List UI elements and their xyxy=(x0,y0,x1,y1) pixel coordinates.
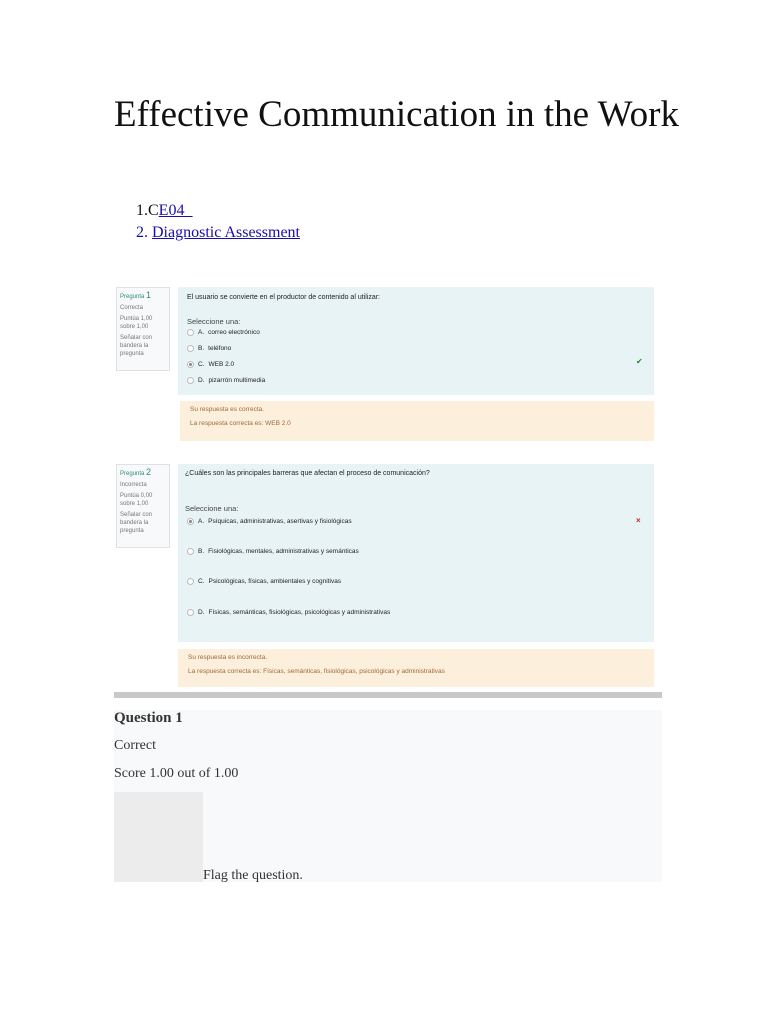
title-word: Effective xyxy=(114,94,249,135)
answer-option-c[interactable] xyxy=(187,578,341,585)
option-letter: B. xyxy=(198,548,205,555)
answer-option-a[interactable] xyxy=(187,518,352,525)
flag-question-link[interactable]: Flag the question. xyxy=(203,868,303,883)
select-label: Seleccione una: xyxy=(187,317,241,326)
question-number: 1 xyxy=(146,290,152,300)
incorrect-x-icon: × xyxy=(636,516,641,525)
nav-item-1-link[interactable]: E04_ xyxy=(158,202,193,219)
feedback-status: Su respuesta es correcta. xyxy=(190,406,265,413)
answer-option-d[interactable] xyxy=(187,609,390,616)
option-text: Psíquicas, administrativas, asertivas y fisiológicas xyxy=(208,518,352,525)
radio-button-selected[interactable] xyxy=(187,518,194,525)
radio-button[interactable] xyxy=(187,345,194,352)
option-text: pizarrón multimedia xyxy=(208,377,266,384)
question-number: 2 xyxy=(146,467,152,477)
feedback-box-1 xyxy=(180,401,654,441)
question-label: Pregunta xyxy=(120,294,145,300)
option-letter: D. xyxy=(198,377,205,384)
title-word: in xyxy=(505,94,535,135)
nav-item-2-link[interactable]: Diagnostic Assessment xyxy=(152,224,300,241)
radio-button[interactable] xyxy=(187,377,194,384)
question-status: Incorrecta xyxy=(120,482,147,488)
answer-option-c[interactable] xyxy=(187,361,234,368)
answer-option-d[interactable] xyxy=(187,377,265,384)
option-text: Fisiológicas, mentales, administrativas y semánticas xyxy=(208,548,359,555)
radio-button-selected[interactable] xyxy=(187,361,194,368)
answer-option-b[interactable] xyxy=(187,548,359,555)
radio-button[interactable] xyxy=(187,578,194,585)
option-letter: C. xyxy=(198,578,205,585)
feedback-answer: La respuesta correcta es: WEB 2.0 xyxy=(190,420,291,427)
title-word: Work xyxy=(597,94,679,135)
feedback-answer: La respuesta correcta es: Físicas, semánticas, fisiológicas, psicológicas y administrativas xyxy=(188,668,445,675)
question-score: Puntúa 0,00 sobre 1,00 xyxy=(120,493,153,507)
flag-image-placeholder xyxy=(114,792,203,882)
question-info-1 xyxy=(116,287,170,371)
document-nav xyxy=(136,200,300,244)
answer-option-b[interactable] xyxy=(187,345,231,352)
option-letter: A. xyxy=(198,329,205,336)
option-text: WEB 2.0 xyxy=(208,361,235,368)
radio-button[interactable] xyxy=(187,329,194,336)
quiz-question-2-screenshot xyxy=(114,460,662,692)
title-word: Communication xyxy=(258,94,497,135)
select-label: Seleccione una: xyxy=(185,504,239,513)
nav-item-1-prefix: 1.C xyxy=(136,202,159,219)
question-score: Puntúa 1,00 sobre 1,00 xyxy=(120,316,153,330)
option-letter: A. xyxy=(198,518,205,525)
nav-item-2 xyxy=(136,222,300,244)
option-letter: B. xyxy=(198,345,205,352)
question-score: Score 1.00 out of 1.00 xyxy=(114,766,239,781)
option-text: Psicológicas, físicas, ambientales y cognitivas xyxy=(208,578,342,585)
question-status: Correcta xyxy=(120,305,144,311)
divider-bar xyxy=(114,692,662,698)
option-text: Físicas, semánticas, fisiológicas, psicológicas y administrativas xyxy=(208,609,391,616)
question-summary xyxy=(114,710,662,882)
quiz-question-1-screenshot xyxy=(114,283,662,453)
answer-option-a[interactable] xyxy=(187,329,260,336)
question-text: ¿Cuáles son las principales barreras que afectan el proceso de comunicación? xyxy=(185,470,430,477)
option-text: correo electrónico xyxy=(208,329,260,336)
question-text: El usuario se convierte en el productor de contenido al utilizar: xyxy=(187,294,380,301)
feedback-status: Su respuesta es incorrecta. xyxy=(188,654,268,661)
nav-item-1 xyxy=(136,200,300,222)
question-status: Correct xyxy=(114,738,156,753)
question-heading: Question 1 xyxy=(114,710,183,726)
option-letter: C. xyxy=(198,361,205,368)
radio-button[interactable] xyxy=(187,609,194,616)
title-word: the xyxy=(543,94,590,135)
question-body-1 xyxy=(178,287,654,395)
feedback-box-2 xyxy=(178,649,654,687)
flag-question-link[interactable]: Señalar con bandera la pregunta xyxy=(120,512,153,534)
option-letter: D. xyxy=(198,609,205,616)
nav-item-2-number: 2. xyxy=(136,224,148,241)
question-label: Pregunta xyxy=(120,471,145,477)
correct-check-icon: ✔ xyxy=(636,357,643,366)
question-info-2 xyxy=(116,464,170,548)
flag-question-link[interactable]: Señalar con bandera la pregunta xyxy=(120,335,153,357)
radio-button[interactable] xyxy=(187,548,194,555)
page-title xyxy=(114,92,686,138)
question-body-2 xyxy=(178,464,654,642)
option-text: teléfono xyxy=(208,345,232,352)
